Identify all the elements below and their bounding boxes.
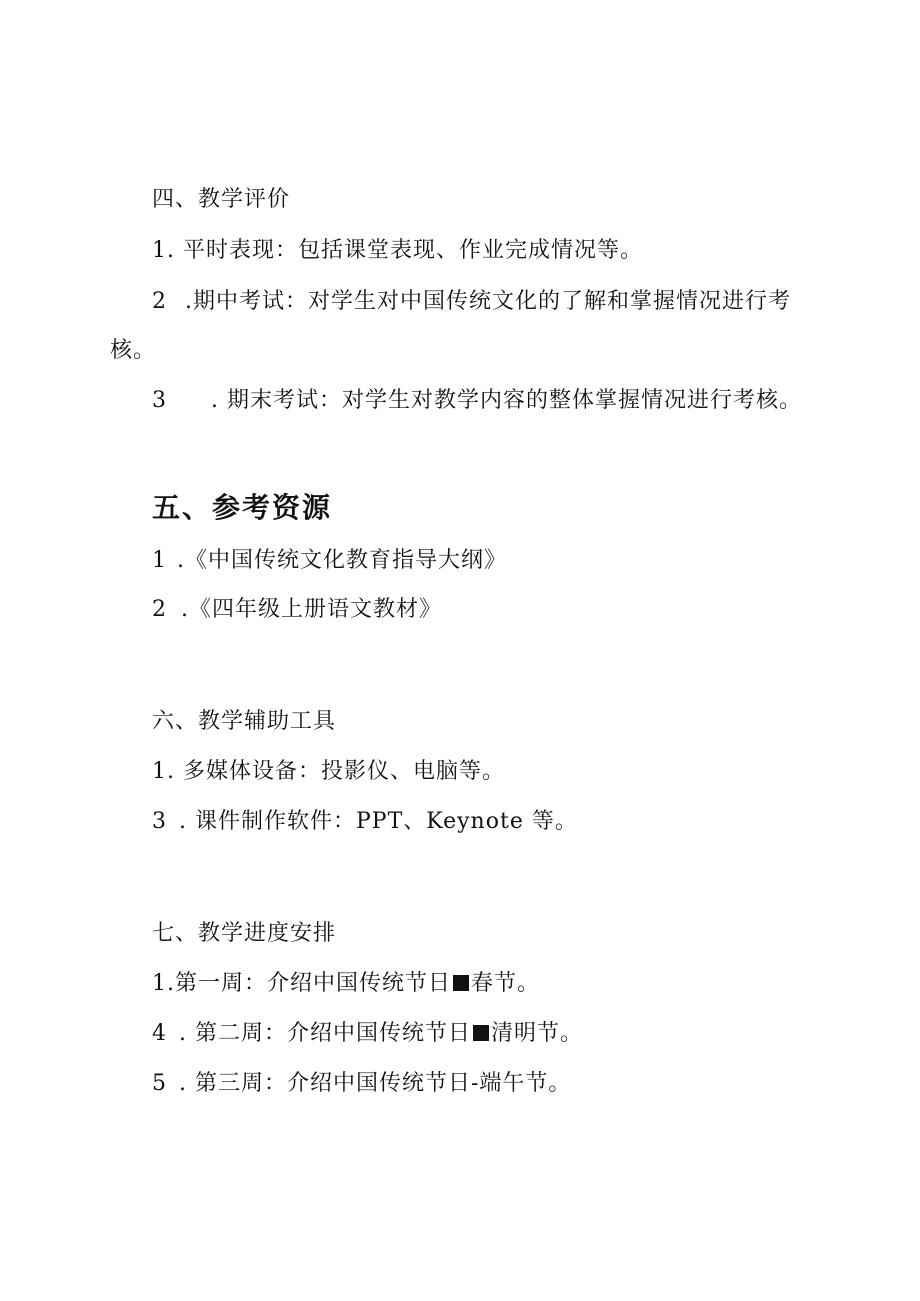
schedule-item-2-holiday: 清明节。 [491,1021,584,1046]
resource-item-2-text: .《四年级上册语文教材》 [181,597,442,622]
item-number: 3 [152,809,167,834]
schedule-item-1-holiday: 春节。 [471,971,541,996]
schedule-item-2 [152,1019,583,1049]
section-heading-evaluation: 四、教学评价 [152,187,291,212]
square-bullet-icon [453,975,469,991]
item-number: 2 [152,597,167,622]
evaluation-item-1: 1. 平时表现：包括课堂表现、作业完成情况等。 [152,238,643,263]
section-heading-tools: 六、教学辅助工具 [152,709,337,734]
resource-item-1-text: .《中国传统文化教育指导大纲》 [177,548,507,573]
item-number: 1 [152,548,167,573]
schedule-item-1 [152,969,540,999]
item-number: 2 [152,289,167,314]
tool-item-2-text: . 课件制作软件：PPT、Keynote 等。 [179,809,578,834]
section-heading-resources: 五、参考资源 [152,491,333,524]
item-number: 3 [152,388,167,413]
square-bullet-icon [473,1025,489,1041]
evaluation-item-2-continued: 核。 [110,338,157,363]
evaluation-item-2-text: .期中考试：对学生对中国传统文化的了解和掌握情况进行考 [185,289,791,314]
tool-item-1: 1. 多媒体设备：投影仪、电脑等。 [152,759,505,784]
item-number: 5 [152,1071,167,1096]
item-number: 4 [152,1021,167,1046]
schedule-item-3-text: . 第三周：介绍中国传统节日-端午节。 [179,1071,572,1096]
schedule-item-2-text: . 第二周：介绍中国传统节日 [179,1021,471,1046]
evaluation-item-3-text: . 期末考试：对学生对教学内容的整体掌握情况进行考核。 [211,388,802,413]
item-number: 1. [152,971,175,996]
resource-item-1 [152,546,507,576]
section-heading-schedule: 七、教学进度安排 [152,921,337,946]
evaluation-item-2 [152,287,791,317]
tool-item-2 [152,807,578,837]
resource-item-2 [152,595,442,625]
schedule-item-3 [152,1069,571,1099]
schedule-item-1-text: 第一周：介绍中国传统节日 [175,971,452,996]
evaluation-item-3 [152,386,802,416]
